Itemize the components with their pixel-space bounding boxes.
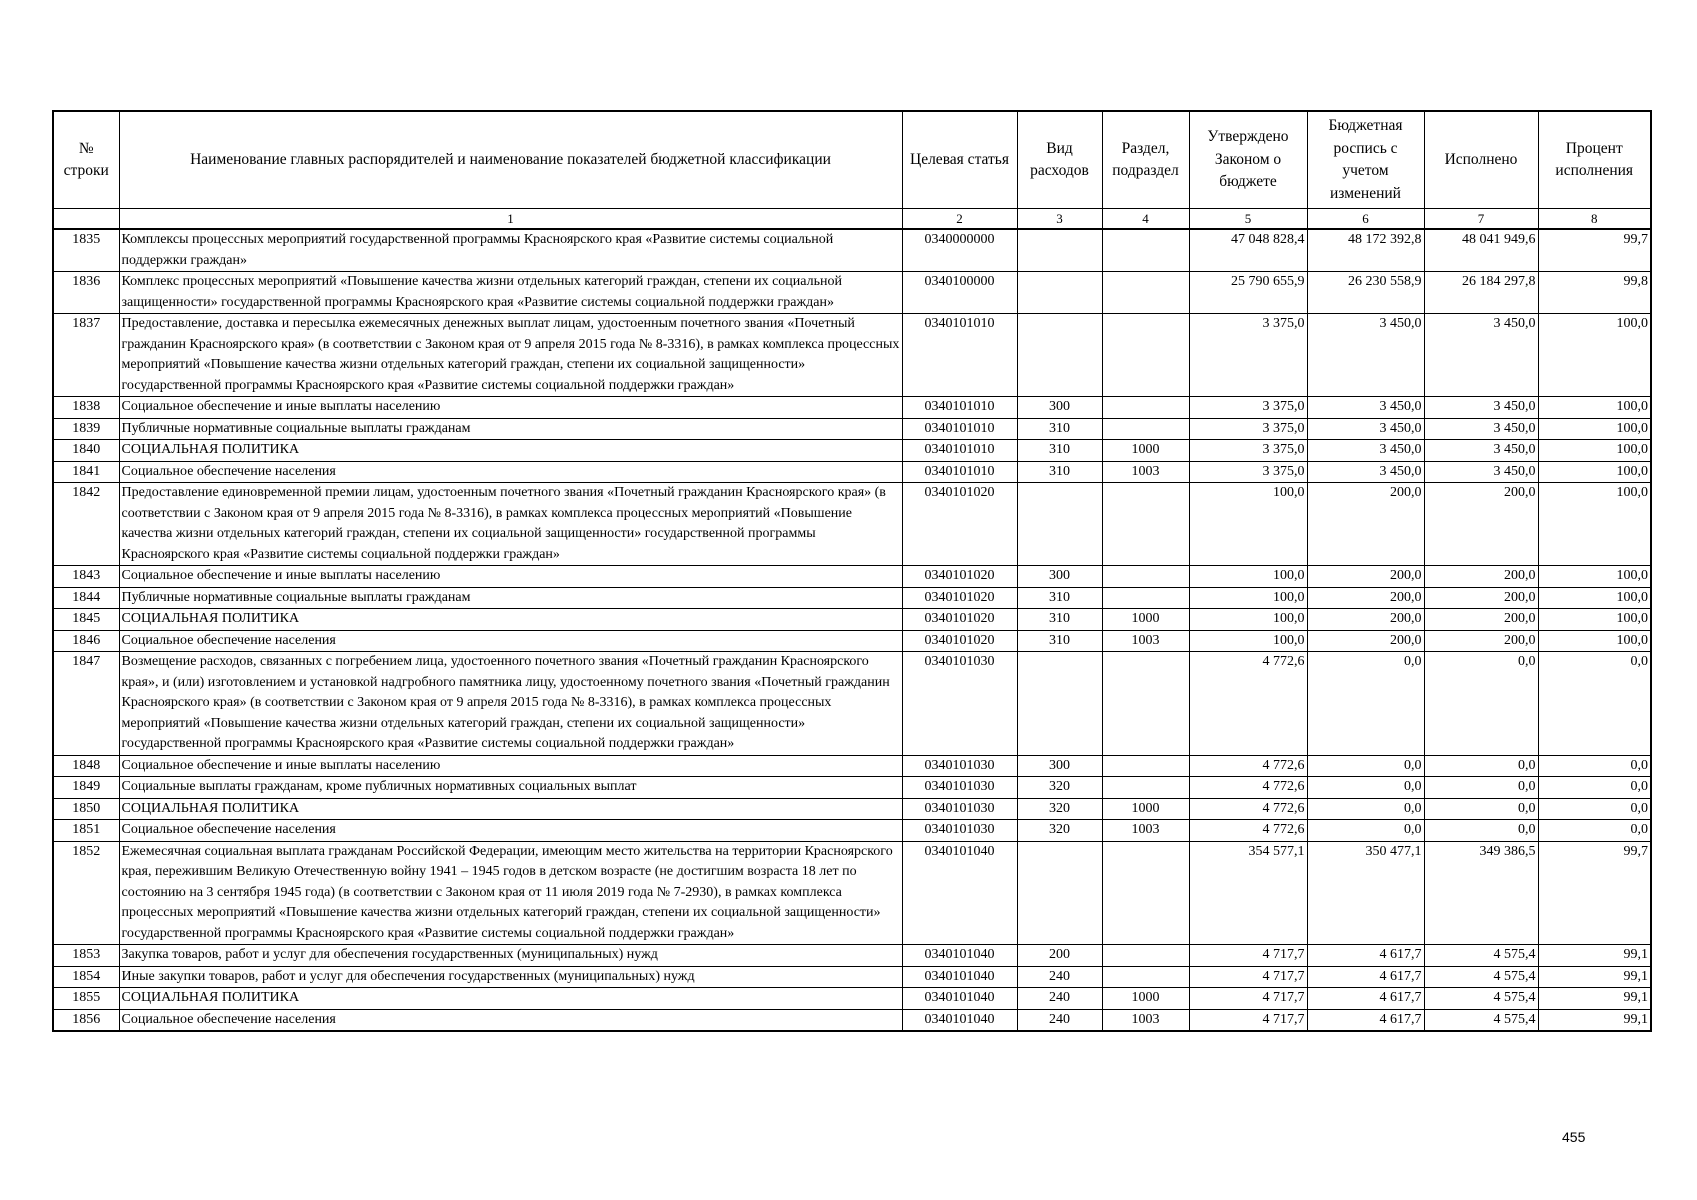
- expense-type-cell: 300: [1017, 755, 1102, 777]
- expense-type-cell: 310: [1017, 630, 1102, 652]
- executed-cell: 0,0: [1424, 798, 1538, 820]
- budget-schedule-cell: 200,0: [1307, 609, 1424, 631]
- row-number-cell: 1849: [53, 777, 119, 799]
- column-number: 7: [1424, 209, 1538, 230]
- table-row: [53, 630, 1651, 652]
- row-number-cell: 1843: [53, 566, 119, 588]
- budget-schedule-cell: 200,0: [1307, 630, 1424, 652]
- table-row: [53, 841, 1651, 945]
- name-cell: Социальное обеспечение и иные выплаты населению: [119, 755, 902, 777]
- header-executed: Исполнено: [1424, 111, 1538, 209]
- budget-schedule-cell: 3 450,0: [1307, 461, 1424, 483]
- percent-cell: 100,0: [1538, 461, 1651, 483]
- approved-cell: 3 375,0: [1189, 440, 1307, 462]
- target-article-cell: 0340101020: [902, 483, 1017, 566]
- column-number: 2: [902, 209, 1017, 230]
- approved-cell: 100,0: [1189, 587, 1307, 609]
- name-cell: Социальное обеспечение населения: [119, 1009, 902, 1031]
- expense-type-cell: 300: [1017, 397, 1102, 419]
- expense-type-cell: [1017, 229, 1102, 272]
- executed-cell: 4 575,4: [1424, 966, 1538, 988]
- column-number: 6: [1307, 209, 1424, 230]
- percent-cell: 99,7: [1538, 841, 1651, 945]
- table-row: [53, 483, 1651, 566]
- name-cell: Социальные выплаты гражданам, кроме публичных нормативных социальных выплат: [119, 777, 902, 799]
- column-number: 8: [1538, 209, 1651, 230]
- percent-cell: 100,0: [1538, 483, 1651, 566]
- executed-cell: 200,0: [1424, 630, 1538, 652]
- column-number: 3: [1017, 209, 1102, 230]
- approved-cell: 25 790 655,9: [1189, 272, 1307, 314]
- expense-type-cell: [1017, 652, 1102, 756]
- executed-cell: 3 450,0: [1424, 314, 1538, 397]
- name-cell: Социальное обеспечение населения: [119, 820, 902, 842]
- percent-cell: 100,0: [1538, 418, 1651, 440]
- section-cell: [1102, 483, 1189, 566]
- expense-type-cell: 300: [1017, 566, 1102, 588]
- percent-cell: 100,0: [1538, 630, 1651, 652]
- header-row-number: № строки: [53, 111, 119, 209]
- budget-schedule-cell: 0,0: [1307, 652, 1424, 756]
- executed-cell: 0,0: [1424, 652, 1538, 756]
- percent-cell: 99,8: [1538, 272, 1651, 314]
- target-article-cell: 0340101020: [902, 587, 1017, 609]
- target-article-cell: 0340101040: [902, 1009, 1017, 1031]
- row-number-cell: 1850: [53, 798, 119, 820]
- expense-type-cell: 310: [1017, 587, 1102, 609]
- table-row: [53, 755, 1651, 777]
- approved-cell: 3 375,0: [1189, 314, 1307, 397]
- table-row: [53, 418, 1651, 440]
- target-article-cell: 0340100000: [902, 272, 1017, 314]
- section-cell: [1102, 841, 1189, 945]
- approved-cell: 4 772,6: [1189, 755, 1307, 777]
- row-number-cell: 1846: [53, 630, 119, 652]
- target-article-cell: 0340101010: [902, 440, 1017, 462]
- percent-cell: 0,0: [1538, 820, 1651, 842]
- section-cell: 1000: [1102, 440, 1189, 462]
- approved-cell: 4 772,6: [1189, 777, 1307, 799]
- budget-schedule-cell: 4 617,7: [1307, 988, 1424, 1010]
- budget-schedule-cell: 0,0: [1307, 755, 1424, 777]
- target-article-cell: 0340101030: [902, 652, 1017, 756]
- row-number-cell: 1853: [53, 945, 119, 967]
- executed-cell: 3 450,0: [1424, 440, 1538, 462]
- target-article-cell: 0340101020: [902, 609, 1017, 631]
- name-cell: СОЦИАЛЬНАЯ ПОЛИТИКА: [119, 798, 902, 820]
- percent-cell: 100,0: [1538, 397, 1651, 419]
- table-row: [53, 314, 1651, 397]
- approved-cell: 3 375,0: [1189, 397, 1307, 419]
- row-number-cell: 1841: [53, 461, 119, 483]
- section-cell: [1102, 777, 1189, 799]
- expense-type-cell: 310: [1017, 609, 1102, 631]
- executed-cell: 200,0: [1424, 609, 1538, 631]
- column-number-row: [53, 209, 1651, 230]
- row-number-cell: 1856: [53, 1009, 119, 1031]
- budget-schedule-cell: 4 617,7: [1307, 1009, 1424, 1031]
- header-name: Наименование главных распорядителей и наименование показателей бюджетной классификации: [119, 111, 902, 209]
- expense-type-cell: 320: [1017, 798, 1102, 820]
- approved-cell: 4 717,7: [1189, 1009, 1307, 1031]
- target-article-cell: 0340101030: [902, 777, 1017, 799]
- executed-cell: 200,0: [1424, 587, 1538, 609]
- target-article-cell: 0340101010: [902, 314, 1017, 397]
- name-cell: Иные закупки товаров, работ и услуг для обеспечения государственных (муниципальных) нужд: [119, 966, 902, 988]
- percent-cell: 99,1: [1538, 988, 1651, 1010]
- row-number-cell: 1848: [53, 755, 119, 777]
- column-number: 4: [1102, 209, 1189, 230]
- budget-schedule-cell: 26 230 558,9: [1307, 272, 1424, 314]
- table-body: [53, 229, 1651, 1031]
- percent-cell: 100,0: [1538, 440, 1651, 462]
- section-cell: [1102, 272, 1189, 314]
- section-cell: [1102, 966, 1189, 988]
- column-number: 1: [119, 209, 902, 230]
- table-row: [53, 272, 1651, 314]
- expense-type-cell: 310: [1017, 418, 1102, 440]
- header-section: Раздел, подраздел: [1102, 111, 1189, 209]
- executed-cell: 200,0: [1424, 483, 1538, 566]
- percent-cell: 0,0: [1538, 755, 1651, 777]
- approved-cell: 47 048 828,4: [1189, 229, 1307, 272]
- row-number-cell: 1837: [53, 314, 119, 397]
- percent-cell: 100,0: [1538, 566, 1651, 588]
- section-cell: 1000: [1102, 988, 1189, 1010]
- budget-schedule-cell: 0,0: [1307, 798, 1424, 820]
- name-cell: Предоставление единовременной премии лицам, удостоенным почетного звания «Почетный гражданин Красноярского края» (в соответствии с Законом края от 9 апреля 2015 года № 8-3316), в рамках комплекса процессных мероприятий «Повышение качества жизни отдельных категорий граждан, степени их социальной защищенности» государственной программы Красноярского края «Развитие системы социальной поддержки граждан»: [119, 483, 902, 566]
- header-target-article: Целевая статья: [902, 111, 1017, 209]
- row-number-cell: 1852: [53, 841, 119, 945]
- target-article-cell: 0340101040: [902, 988, 1017, 1010]
- name-cell: Ежемесячная социальная выплата гражданам Российской Федерации, имеющим место жительства на территории Красноярского края, пережившим Великую Отечественную войну 1941 – 1945 годов в детском возрасте (не достигшим возраста 18 лет по состоянию на 3 сентября 1945 года) (в соответствии с Законом края от 11 июля 2019 года № 7-2930), в рамках комплекса процессных мероприятий «Повышение качества жизни отдельных категорий граждан, степени их социальной защищенности» государственной программы Красноярского края «Развитие системы социальной поддержки граждан»: [119, 841, 902, 945]
- section-cell: 1003: [1102, 630, 1189, 652]
- target-article-cell: 0340101030: [902, 820, 1017, 842]
- executed-cell: 48 041 949,6: [1424, 229, 1538, 272]
- name-cell: Социальное обеспечение и иные выплаты населению: [119, 397, 902, 419]
- table-row: [53, 945, 1651, 967]
- section-cell: [1102, 566, 1189, 588]
- name-cell: Комплексы процессных мероприятий государственной программы Красноярского края «Развитие системы социальной поддержки граждан»: [119, 229, 902, 272]
- target-article-cell: 0340101040: [902, 945, 1017, 967]
- approved-cell: 4 772,6: [1189, 652, 1307, 756]
- table-row: [53, 1009, 1651, 1031]
- target-article-cell: 0340101020: [902, 566, 1017, 588]
- approved-cell: 4 717,7: [1189, 945, 1307, 967]
- table-row: [53, 566, 1651, 588]
- section-cell: 1003: [1102, 820, 1189, 842]
- table-row: [53, 440, 1651, 462]
- percent-cell: 100,0: [1538, 587, 1651, 609]
- table-row: [53, 798, 1651, 820]
- table-row: [53, 820, 1651, 842]
- budget-schedule-cell: 48 172 392,8: [1307, 229, 1424, 272]
- table-row: [53, 777, 1651, 799]
- section-cell: [1102, 418, 1189, 440]
- budget-schedule-cell: 3 450,0: [1307, 440, 1424, 462]
- budget-schedule-cell: 200,0: [1307, 566, 1424, 588]
- section-cell: 1000: [1102, 798, 1189, 820]
- approved-cell: 4 772,6: [1189, 820, 1307, 842]
- name-cell: Возмещение расходов, связанных с погребением лица, удостоенного почетного звания «Почетный гражданин Красноярского края», и (или) изготовлением и установкой надгробного памятника лицу, удостоенному почетного звания «Почетный гражданин Красноярского края» (в соответствии с Законом края от 9 апреля 2015 года № 8-3316), в рамках комплекса процессных мероприятий «Повышение качества жизни отдельных категорий граждан, степени их социальной защищенности» государственной программы Красноярского края «Развитие системы социальной поддержки граждан»: [119, 652, 902, 756]
- table-row: [53, 609, 1651, 631]
- page-number: 455: [1562, 1129, 1586, 1145]
- approved-cell: 100,0: [1189, 630, 1307, 652]
- expense-type-cell: 320: [1017, 820, 1102, 842]
- executed-cell: 0,0: [1424, 755, 1538, 777]
- target-article-cell: 0340101010: [902, 461, 1017, 483]
- table-row: [53, 652, 1651, 756]
- budget-schedule-cell: 4 617,7: [1307, 945, 1424, 967]
- target-article-cell: 0340101040: [902, 841, 1017, 945]
- budget-schedule-cell: 3 450,0: [1307, 314, 1424, 397]
- percent-cell: 99,7: [1538, 229, 1651, 272]
- section-cell: [1102, 397, 1189, 419]
- expense-type-cell: 240: [1017, 988, 1102, 1010]
- row-number-cell: 1836: [53, 272, 119, 314]
- approved-cell: 354 577,1: [1189, 841, 1307, 945]
- table-row: [53, 229, 1651, 272]
- column-number: [53, 209, 119, 230]
- executed-cell: 0,0: [1424, 777, 1538, 799]
- percent-cell: 99,1: [1538, 966, 1651, 988]
- percent-cell: 0,0: [1538, 652, 1651, 756]
- expense-type-cell: 320: [1017, 777, 1102, 799]
- section-cell: [1102, 314, 1189, 397]
- row-number-cell: 1851: [53, 820, 119, 842]
- approved-cell: 100,0: [1189, 609, 1307, 631]
- name-cell: Социальное обеспечение населения: [119, 630, 902, 652]
- executed-cell: 4 575,4: [1424, 945, 1538, 967]
- section-cell: [1102, 229, 1189, 272]
- expense-type-cell: 310: [1017, 461, 1102, 483]
- executed-cell: 3 450,0: [1424, 418, 1538, 440]
- row-number-cell: 1855: [53, 988, 119, 1010]
- name-cell: СОЦИАЛЬНАЯ ПОЛИТИКА: [119, 609, 902, 631]
- expense-type-cell: 240: [1017, 1009, 1102, 1031]
- executed-cell: 200,0: [1424, 566, 1538, 588]
- header-percent: Процент исполнения: [1538, 111, 1651, 209]
- approved-cell: 4 772,6: [1189, 798, 1307, 820]
- executed-cell: 3 450,0: [1424, 461, 1538, 483]
- budget-schedule-cell: 0,0: [1307, 820, 1424, 842]
- target-article-cell: 0340101010: [902, 418, 1017, 440]
- executed-cell: 4 575,4: [1424, 1009, 1538, 1031]
- approved-cell: 4 717,7: [1189, 966, 1307, 988]
- row-number-cell: 1845: [53, 609, 119, 631]
- budget-schedule-cell: 4 617,7: [1307, 966, 1424, 988]
- table-row: [53, 988, 1651, 1010]
- row-number-cell: 1835: [53, 229, 119, 272]
- approved-cell: 100,0: [1189, 483, 1307, 566]
- name-cell: Социальное обеспечение населения: [119, 461, 902, 483]
- section-cell: [1102, 945, 1189, 967]
- header-approved: Утверждено Законом о бюджете: [1189, 111, 1307, 209]
- budget-schedule-cell: 200,0: [1307, 483, 1424, 566]
- budget-schedule-cell: 3 450,0: [1307, 397, 1424, 419]
- section-cell: 1000: [1102, 609, 1189, 631]
- section-cell: 1003: [1102, 1009, 1189, 1031]
- expense-type-cell: [1017, 841, 1102, 945]
- target-article-cell: 0340101010: [902, 397, 1017, 419]
- table-row: [53, 587, 1651, 609]
- name-cell: Публичные нормативные социальные выплаты гражданам: [119, 418, 902, 440]
- row-number-cell: 1842: [53, 483, 119, 566]
- percent-cell: 99,1: [1538, 945, 1651, 967]
- name-cell: СОЦИАЛЬНАЯ ПОЛИТИКА: [119, 440, 902, 462]
- section-cell: [1102, 587, 1189, 609]
- target-article-cell: 0340101020: [902, 630, 1017, 652]
- executed-cell: 0,0: [1424, 820, 1538, 842]
- percent-cell: 100,0: [1538, 314, 1651, 397]
- budget-schedule-cell: 3 450,0: [1307, 418, 1424, 440]
- target-article-cell: 0340101040: [902, 966, 1017, 988]
- target-article-cell: 0340101030: [902, 798, 1017, 820]
- expense-type-cell: 240: [1017, 966, 1102, 988]
- table-row: [53, 397, 1651, 419]
- section-cell: [1102, 755, 1189, 777]
- row-number-cell: 1854: [53, 966, 119, 988]
- budget-schedule-cell: 0,0: [1307, 777, 1424, 799]
- row-number-cell: 1838: [53, 397, 119, 419]
- name-cell: Социальное обеспечение и иные выплаты населению: [119, 566, 902, 588]
- header-row: [53, 111, 1651, 209]
- section-cell: 1003: [1102, 461, 1189, 483]
- row-number-cell: 1840: [53, 440, 119, 462]
- approved-cell: 100,0: [1189, 566, 1307, 588]
- column-number: 5: [1189, 209, 1307, 230]
- table-row: [53, 966, 1651, 988]
- target-article-cell: 0340101030: [902, 755, 1017, 777]
- budget-execution-table: [52, 110, 1652, 1032]
- expense-type-cell: 310: [1017, 440, 1102, 462]
- percent-cell: 0,0: [1538, 798, 1651, 820]
- expense-type-cell: [1017, 483, 1102, 566]
- budget-schedule-cell: 350 477,1: [1307, 841, 1424, 945]
- name-cell: СОЦИАЛЬНАЯ ПОЛИТИКА: [119, 988, 902, 1010]
- approved-cell: 3 375,0: [1189, 461, 1307, 483]
- expense-type-cell: 200: [1017, 945, 1102, 967]
- approved-cell: 3 375,0: [1189, 418, 1307, 440]
- header-expense-type: Вид расходов: [1017, 111, 1102, 209]
- name-cell: Закупка товаров, работ и услуг для обеспечения государственных (муниципальных) нужд: [119, 945, 902, 967]
- table-row: [53, 461, 1651, 483]
- executed-cell: 349 386,5: [1424, 841, 1538, 945]
- approved-cell: 4 717,7: [1189, 988, 1307, 1010]
- section-cell: [1102, 652, 1189, 756]
- name-cell: Публичные нормативные социальные выплаты гражданам: [119, 587, 902, 609]
- name-cell: Предоставление, доставка и пересылка ежемесячных денежных выплат лицам, удостоенным почетного звания «Почетный гражданин Красноярского края» (в соответствии с Законом края от 9 апреля 2015 года № 8-3316), в рамках комплекса процессных мероприятий «Повышение качества жизни отдельных категорий граждан, степени их социальной защищенности» государственной программы Красноярского края «Развитие системы социальной поддержки граждан»: [119, 314, 902, 397]
- row-number-cell: 1844: [53, 587, 119, 609]
- executed-cell: 3 450,0: [1424, 397, 1538, 419]
- row-number-cell: 1839: [53, 418, 119, 440]
- header-budget-schedule: Бюджетная роспись с учетом изменений: [1307, 111, 1424, 209]
- name-cell: Комплекс процессных мероприятий «Повышение качества жизни отдельных категорий граждан, степени их социальной защищенности» государственной программы Красноярского края «Развитие системы социальной поддержки граждан»: [119, 272, 902, 314]
- expense-type-cell: [1017, 314, 1102, 397]
- percent-cell: 0,0: [1538, 777, 1651, 799]
- percent-cell: 100,0: [1538, 609, 1651, 631]
- executed-cell: 26 184 297,8: [1424, 272, 1538, 314]
- target-article-cell: 0340000000: [902, 229, 1017, 272]
- row-number-cell: 1847: [53, 652, 119, 756]
- expense-type-cell: [1017, 272, 1102, 314]
- budget-schedule-cell: 200,0: [1307, 587, 1424, 609]
- executed-cell: 4 575,4: [1424, 988, 1538, 1010]
- percent-cell: 99,1: [1538, 1009, 1651, 1031]
